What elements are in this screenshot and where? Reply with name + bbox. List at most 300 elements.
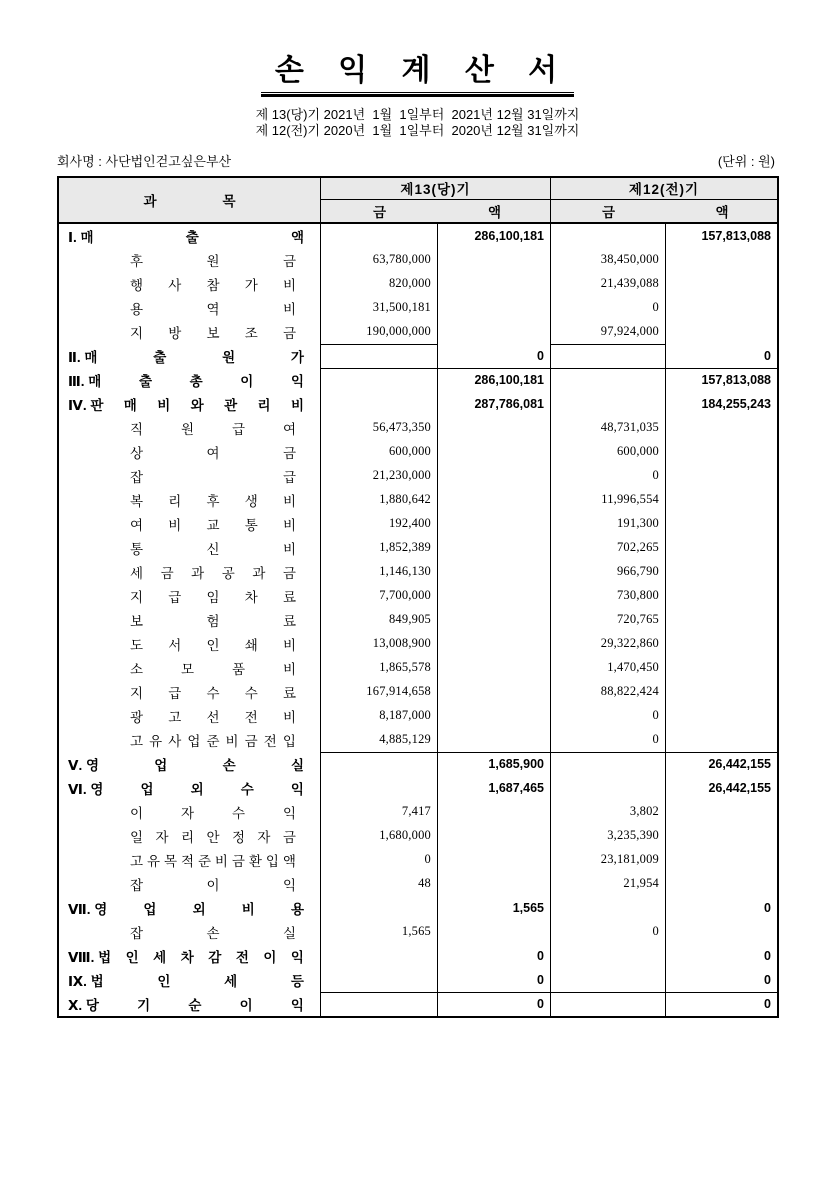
amount-cell: 1,687,465 (437, 776, 550, 800)
amount-cell: 1,565 (320, 920, 437, 944)
amount-cell (550, 344, 665, 368)
table-row (59, 920, 777, 944)
amount-cell: 31,500,181 (320, 296, 437, 320)
account-char: 비 (282, 661, 296, 677)
account-cell (59, 752, 320, 776)
amount-cell: 730,800 (550, 584, 665, 608)
account-cell (59, 608, 320, 632)
table-row (59, 968, 777, 992)
amount-cell (665, 728, 777, 752)
amount-cell (665, 536, 777, 560)
company-name: 회사명 : 사단법인걷고싶은부산 (57, 153, 232, 169)
account-char: 출 (153, 349, 167, 365)
header-amount-char: 액 (715, 204, 729, 220)
account-char: 업 (140, 781, 154, 797)
account-char: 직 (130, 421, 144, 437)
account-char: 여 (282, 421, 296, 437)
amount-cell (665, 680, 777, 704)
amount-cell (437, 680, 550, 704)
amount-cell (665, 824, 777, 848)
table-row (59, 680, 777, 704)
amount-cell (320, 752, 437, 776)
unit-label: (단위 : 원) (717, 153, 775, 169)
amount-cell (437, 464, 550, 488)
account-char: 전 (263, 733, 277, 749)
table-row (59, 728, 777, 752)
account-char: 등 (290, 973, 304, 989)
amount-cell (320, 776, 437, 800)
account-char: 인 (125, 949, 139, 965)
amount-cell (665, 464, 777, 488)
account-char: 비 (282, 277, 296, 293)
amount-cell (550, 992, 665, 1016)
amount-cell: 0 (550, 296, 665, 320)
amount-cell (550, 368, 665, 392)
amount-cell: 191,300 (550, 512, 665, 536)
account-char: 원 (222, 349, 236, 365)
amount-cell (437, 584, 550, 608)
account-char: 이 (240, 373, 254, 389)
account-char: Ⅸ. 법 (68, 973, 104, 989)
account-cell (59, 512, 320, 536)
amount-cell: 1,685,900 (437, 752, 550, 776)
amount-cell: 192,400 (320, 512, 437, 536)
account-char: 쇄 (244, 637, 258, 653)
account-char: 비 (282, 493, 296, 509)
account-char: 외 (190, 781, 204, 797)
account-cell (59, 776, 320, 800)
table-row (59, 824, 777, 848)
amount-cell: 184,255,243 (665, 392, 777, 416)
amount-cell: 157,813,088 (665, 224, 777, 248)
amount-cell (665, 560, 777, 584)
account-char: 입 (265, 853, 279, 869)
table-row (59, 848, 777, 872)
account-char: 참 (206, 277, 220, 293)
account-cell (59, 992, 320, 1016)
amount-cell (665, 920, 777, 944)
account-char: 금 (244, 733, 258, 749)
account-char: 보 (206, 325, 220, 341)
account-char: 신 (206, 541, 220, 557)
account-cell (59, 920, 320, 944)
account-char: 손 (222, 757, 236, 773)
account-char: 비 (282, 301, 296, 317)
amount-cell (665, 656, 777, 680)
account-char: Ⅴ. 영 (68, 757, 99, 773)
header-account-char: 목 (222, 193, 236, 209)
account-char: 익 (290, 997, 304, 1013)
account-char: 업 (187, 733, 201, 749)
account-char: 조 (244, 325, 258, 341)
amount-cell (320, 896, 437, 920)
amount-cell (437, 416, 550, 440)
account-char: 비 (241, 901, 255, 917)
account-char: 세 (224, 973, 238, 989)
amount-cell (665, 272, 777, 296)
account-char: 입 (282, 733, 296, 749)
table-row (59, 632, 777, 656)
account-char: 차 (180, 949, 194, 965)
account-cell (59, 944, 320, 968)
table-row (59, 896, 777, 920)
table-row (59, 992, 777, 1016)
amount-cell: 21,954 (550, 872, 665, 896)
table-header (59, 178, 777, 224)
account-char: 이 (130, 805, 144, 821)
amount-cell (550, 776, 665, 800)
amount-cell: 1,865,578 (320, 656, 437, 680)
account-cell (59, 248, 320, 272)
account-char: 생 (244, 493, 258, 509)
amount-cell (665, 872, 777, 896)
amount-cell (437, 728, 550, 752)
account-char: 지 (130, 325, 144, 341)
header-previous-period: 제12(전)기 (550, 178, 777, 200)
table-row (59, 488, 777, 512)
header-amount-char: 액 (487, 204, 502, 220)
account-char: 준 (197, 853, 211, 869)
account-char: 비 (157, 397, 171, 413)
amount-cell (550, 392, 665, 416)
amount-cell (550, 968, 665, 992)
amount-cell: 0 (665, 992, 777, 1016)
account-cell (59, 632, 320, 656)
amount-cell (550, 896, 665, 920)
account-char: 이 (239, 997, 253, 1013)
account-char: 고 (130, 853, 144, 869)
account-char: 수 (206, 685, 220, 701)
amount-cell: 287,786,081 (437, 392, 550, 416)
header-amount-char: 금 (372, 204, 387, 220)
amount-cell: 0 (550, 464, 665, 488)
amount-cell (550, 944, 665, 968)
account-char: 금 (282, 829, 296, 845)
amount-cell: 0 (437, 944, 550, 968)
amount-cell: 13,008,900 (320, 632, 437, 656)
account-char: 원 (180, 421, 195, 437)
account-char: 준 (206, 733, 220, 749)
account-char: 인 (157, 973, 171, 989)
account-cell (59, 656, 320, 680)
amount-cell: 23,181,009 (550, 848, 665, 872)
table-row (59, 296, 777, 320)
account-char: 급 (168, 685, 182, 701)
amount-cell: 88,822,424 (550, 680, 665, 704)
account-char: 액 (282, 853, 296, 869)
account-cell (59, 704, 320, 728)
table-row (59, 776, 777, 800)
account-char: 고 (168, 709, 182, 725)
account-char: 금 (282, 565, 296, 581)
amount-cell (437, 608, 550, 632)
amount-cell: 1,565 (437, 896, 550, 920)
amount-cell (437, 872, 550, 896)
account-cell (59, 464, 320, 488)
amount-cell (665, 440, 777, 464)
account-cell (59, 848, 320, 872)
table-row (59, 584, 777, 608)
table-row (59, 224, 777, 248)
amount-cell: 21,439,088 (550, 272, 665, 296)
account-char: 모 (180, 661, 195, 677)
account-char: 지 (130, 685, 144, 701)
amount-cell: 97,924,000 (550, 320, 665, 344)
account-cell (59, 296, 320, 320)
account-char: Ⅰ. 매 (68, 229, 94, 245)
account-char: 관 (224, 397, 238, 413)
account-char: 공 (221, 565, 235, 581)
account-char: 순 (188, 997, 202, 1013)
amount-cell (320, 224, 437, 248)
account-char: 후 (130, 253, 144, 269)
account-char: 리 (168, 493, 182, 509)
amount-cell (665, 800, 777, 824)
amount-cell: 7,417 (320, 800, 437, 824)
account-char: 임 (206, 589, 220, 605)
amount-cell: 8,187,000 (320, 704, 437, 728)
account-cell (59, 968, 320, 992)
amount-cell: 3,235,390 (550, 824, 665, 848)
account-char: 도 (130, 637, 144, 653)
account-char: 고 (130, 733, 144, 749)
amount-cell: 48 (320, 872, 437, 896)
account-char: Ⅹ. 당 (68, 997, 99, 1013)
table-row (59, 656, 777, 680)
amount-cell (665, 608, 777, 632)
amount-cell (437, 488, 550, 512)
header-amount-current (320, 200, 550, 222)
account-char: 잡 (130, 877, 144, 893)
account-char: 사 (168, 733, 182, 749)
amount-cell (665, 848, 777, 872)
amount-cell (665, 320, 777, 344)
account-char: 익 (282, 877, 296, 893)
account-char: 보 (130, 613, 144, 629)
account-char: Ⅶ. 영 (68, 901, 108, 917)
account-char: 익 (290, 781, 304, 797)
amount-cell: 1,146,130 (320, 560, 437, 584)
amount-cell (437, 536, 550, 560)
amount-cell: 11,996,554 (550, 488, 665, 512)
amount-cell: 600,000 (320, 440, 437, 464)
account-char: 여 (206, 445, 220, 461)
account-char: 여 (130, 517, 144, 533)
amount-cell: 286,100,181 (437, 368, 550, 392)
account-char: 출 (185, 229, 199, 245)
account-char: 잡 (130, 469, 144, 485)
table-row (59, 944, 777, 968)
account-char: 전 (244, 709, 258, 725)
amount-cell: 29,322,860 (550, 632, 665, 656)
amount-cell: 56,473,350 (320, 416, 437, 440)
account-char: 익 (282, 805, 296, 821)
amount-cell (437, 848, 550, 872)
amount-cell: 1,852,389 (320, 536, 437, 560)
amount-cell: 820,000 (320, 272, 437, 296)
header-account-column (59, 178, 320, 222)
account-char: 료 (282, 613, 296, 629)
account-char: 익 (290, 373, 304, 389)
account-char: 기 (137, 997, 151, 1013)
account-cell (59, 272, 320, 296)
account-char: 세 (153, 949, 167, 965)
account-char: 목 (163, 853, 178, 869)
amount-cell: 7,700,000 (320, 584, 437, 608)
amount-cell (665, 512, 777, 536)
account-char: 비 (225, 733, 239, 749)
account-char: 업 (154, 757, 168, 773)
table-row (59, 440, 777, 464)
amount-cell (550, 752, 665, 776)
table-row (59, 368, 777, 392)
account-cell (59, 536, 320, 560)
amount-cell: 167,914,658 (320, 680, 437, 704)
account-char: 금 (282, 253, 296, 269)
account-char: 전 (235, 949, 249, 965)
account-char: 금 (160, 565, 174, 581)
amount-cell: 0 (437, 344, 550, 368)
amount-cell (437, 560, 550, 584)
amount-cell: 38,450,000 (550, 248, 665, 272)
account-cell (59, 488, 320, 512)
account-cell (59, 416, 320, 440)
amount-cell (437, 920, 550, 944)
account-cell (59, 560, 320, 584)
account-cell (59, 224, 320, 248)
account-char: 업 (143, 901, 157, 917)
account-char: 후 (206, 493, 220, 509)
account-char: 비 (168, 517, 182, 533)
account-cell (59, 368, 320, 392)
account-char: 유 (146, 853, 161, 869)
table-row (59, 392, 777, 416)
account-char: 수 (231, 805, 246, 821)
table-row (59, 248, 777, 272)
account-char: 통 (130, 541, 144, 557)
amount-cell (320, 968, 437, 992)
account-char: 출 (138, 373, 152, 389)
amount-cell (665, 296, 777, 320)
account-char: 험 (206, 613, 220, 629)
table-row (59, 608, 777, 632)
amount-cell (665, 704, 777, 728)
account-char: 금 (282, 445, 296, 461)
account-char: 실 (290, 757, 304, 773)
header-account-char: 과 (143, 193, 157, 209)
account-char: 이 (206, 877, 220, 893)
table-row (59, 560, 777, 584)
amount-cell (437, 248, 550, 272)
account-char: 인 (206, 637, 220, 653)
account-cell (59, 392, 320, 416)
amount-cell: 157,813,088 (665, 368, 777, 392)
account-char: 매 (123, 397, 137, 413)
table-row (59, 320, 777, 344)
account-char: 자 (180, 805, 195, 821)
account-cell (59, 824, 320, 848)
amount-cell: 3,802 (550, 800, 665, 824)
account-char: 용 (290, 901, 304, 917)
amount-cell: 0 (550, 920, 665, 944)
amount-cell: 0 (665, 344, 777, 368)
amount-cell (665, 488, 777, 512)
page-title: 손 익 계 산 서 (261, 54, 574, 93)
amount-cell (665, 632, 777, 656)
header-current-period: 제13(당)기 (320, 178, 550, 200)
period-line-current: 제 13(당)기 2021년 1월 1일부터 2021년 12월 31일까지 (255, 106, 580, 122)
account-char: 서 (168, 637, 182, 653)
amount-cell (437, 632, 550, 656)
table-row (59, 344, 777, 368)
account-char: 료 (282, 589, 296, 605)
account-char: 사 (168, 277, 182, 293)
amount-cell: 190,000,000 (320, 320, 437, 344)
account-cell (59, 800, 320, 824)
amount-cell (665, 416, 777, 440)
account-char: Ⅲ. 매 (68, 373, 102, 389)
account-char: 자 (155, 829, 169, 845)
period-line-previous: 제 12(전)기 2020년 1월 1일부터 2020년 12월 31일까지 (255, 122, 580, 138)
account-char: 이 (263, 949, 277, 965)
account-char: 가 (244, 277, 258, 293)
account-char: 과 (252, 565, 266, 581)
amount-cell (665, 248, 777, 272)
amount-cell: 720,765 (550, 608, 665, 632)
amount-cell: 26,442,155 (665, 752, 777, 776)
account-char: 급 (231, 421, 246, 437)
account-char: 리 (180, 829, 195, 845)
account-char: 용 (130, 301, 144, 317)
amount-cell (665, 584, 777, 608)
account-char: 외 (192, 901, 206, 917)
amount-cell: 1,470,450 (550, 656, 665, 680)
account-char: Ⅳ. 판 (68, 397, 104, 413)
amount-cell (437, 440, 550, 464)
amount-cell: 0 (437, 968, 550, 992)
amount-cell: 0 (665, 896, 777, 920)
account-char: 자 (257, 829, 271, 845)
account-char: 교 (206, 517, 220, 533)
account-char: 급 (282, 469, 296, 485)
amount-cell (437, 296, 550, 320)
account-char: 일 (130, 829, 144, 845)
table-row (59, 272, 777, 296)
account-char: 적 (180, 853, 194, 869)
amount-cell (437, 704, 550, 728)
account-char: 금 (282, 325, 296, 341)
account-char: 비 (282, 517, 296, 533)
table-row (59, 416, 777, 440)
amount-cell (437, 512, 550, 536)
table-body (59, 224, 777, 1016)
account-char: 손 (206, 925, 220, 941)
account-char: 원 (206, 253, 220, 269)
amount-cell: 0 (320, 848, 437, 872)
amount-cell: 0 (665, 968, 777, 992)
account-cell (59, 680, 320, 704)
account-cell (59, 440, 320, 464)
amount-cell: 48,731,035 (550, 416, 665, 440)
account-char: 잡 (130, 925, 144, 941)
amount-cell: 26,442,155 (665, 776, 777, 800)
account-char: 익 (290, 949, 304, 965)
account-char: 비 (290, 397, 304, 413)
account-cell (59, 896, 320, 920)
account-char: 리 (257, 397, 271, 413)
account-char: 안 (206, 829, 220, 845)
account-char: 급 (168, 589, 182, 605)
